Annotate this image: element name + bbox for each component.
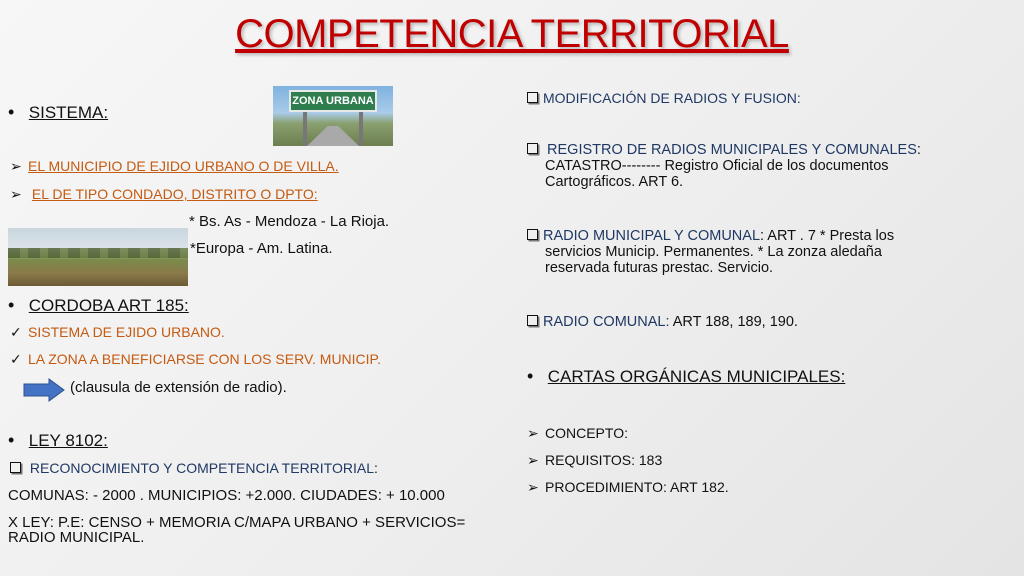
cartas-item-3-text: PROCEDIMIENTO: ART 182. [545, 479, 729, 495]
provinces-text: * Bs. As - Mendoza - La Rioja. [189, 213, 390, 230]
cartas-item-procedimiento [527, 479, 729, 496]
ley-heading: LEY 8102: [28, 431, 108, 450]
radio-municipal-line-2: servicios Municip. Permanentes. * La zonza aledaña [545, 244, 882, 260]
sistema-heading: SISTEMA: [28, 103, 109, 122]
zona-urbana-sign-image [273, 86, 393, 146]
blue-right-arrow-icon [23, 378, 65, 402]
arrowhead-bullet-icon: ➢ [10, 158, 22, 174]
countryside-field-image [8, 228, 188, 286]
check-item-2-text: LA ZONA A BENEFICIARSE CON LOS SERV. MUNICIP. [28, 351, 381, 367]
arrow-item-2-text: EL DE TIPO CONDADO, DISTRITO O DPTO: [31, 186, 318, 202]
bullet-dot-icon: • [527, 366, 544, 386]
registro-colon: : [916, 142, 921, 158]
checkmark-bullet-icon: ✓ [10, 351, 22, 367]
cordoba-heading: CORDOBA ART 185: [28, 296, 189, 315]
square-bullet-icon [527, 229, 538, 240]
cordoba-heading-row [8, 295, 189, 316]
registro-label: REGISTRO DE RADIOS MUNICIPALES Y COMUNALES [547, 142, 917, 158]
arrowhead-bullet-icon: ➢ [10, 186, 22, 202]
cartas-item-requisitos [527, 452, 662, 469]
clausula-text: (clausula de extensión de radio). [70, 379, 287, 396]
sign-post-right [359, 112, 363, 146]
sign-post-left [303, 112, 307, 146]
check-item-1-text: SISTEMA DE EJIDO URBANO. [28, 324, 225, 340]
bullet-dot-icon: • [8, 430, 25, 450]
radio-municipal-rest: : ART . 7 * Presta los [760, 228, 895, 244]
cartas-item-2-text: REQUISITOS: 183 [545, 452, 663, 468]
arrowhead-bullet-icon: ➢ [527, 425, 539, 441]
arrow-item-1-text: EL MUNICIPIO DE EJIDO URBANO O DE VILLA. [28, 158, 339, 174]
bullet-dot-icon: • [8, 102, 25, 122]
checkmark-bullet-icon: ✓ [10, 324, 22, 340]
ley-item-row [10, 460, 378, 476]
radio-comunal-rest: ART 188, 189, 190. [669, 314, 798, 330]
cartas-item-concepto [527, 425, 628, 442]
tree-line [8, 248, 188, 258]
square-bullet-icon [527, 143, 538, 154]
radio-municipal-row [527, 228, 894, 244]
xley-line-2: RADIO MUNICIPAL. [8, 529, 145, 546]
registro-line-2: CATASTRO-------- Registro Oficial de los documentos [545, 158, 889, 174]
radio-municipal-line-3: reservada futuras prestac. Servicio. [545, 260, 774, 276]
ley-heading-row [8, 430, 108, 451]
radio-municipal-label: RADIO MUNICIPAL Y COMUNAL [543, 228, 761, 244]
slide-title: COMPETENCIA TERRITORIAL [235, 12, 789, 56]
square-bullet-icon [527, 315, 538, 326]
modificacion-row [527, 90, 801, 106]
sistema-heading-row [8, 102, 108, 123]
ley-item-colon: : [374, 460, 378, 476]
check-item-zona [10, 351, 381, 368]
cartas-heading: CARTAS ORGÁNICAS MUNICIPALES: [547, 367, 846, 386]
arrowhead-bullet-icon: ➢ [527, 452, 539, 468]
radio-comunal-label: RADIO COMUNAL: [543, 314, 670, 330]
bullet-dot-icon: • [8, 295, 25, 315]
arrowhead-bullet-icon: ➢ [527, 479, 539, 495]
square-bullet-icon [10, 462, 21, 473]
cartas-item-1-text: CONCEPTO: [545, 425, 628, 441]
ley-item-text: RECONOCIMIENTO Y COMPETENCIA TERRITORIAL [29, 460, 374, 476]
road-shape [307, 126, 359, 146]
check-item-ejido [10, 324, 225, 341]
radio-comunal-row [527, 314, 798, 330]
cartas-heading-row [527, 366, 845, 387]
registro-row [527, 142, 921, 158]
registro-line-3: Cartográficos. ART 6. [545, 174, 684, 190]
regions-text: *Europa - Am. Latina. [190, 240, 333, 257]
modificacion-text: MODIFICACIÓN DE RADIOS Y FUSION: [543, 90, 801, 106]
square-bullet-icon [527, 92, 538, 103]
sign-board: ZONA URBANA [289, 90, 377, 112]
comunas-line: COMUNAS: - 2000 . MUNICIPIOS: +2.000. CIUDADES: + 10.000 [8, 487, 445, 504]
arrow-item-municipio [10, 158, 339, 175]
arrow-item-condado [10, 186, 318, 203]
xley-line-1: X LEY: P.E: CENSO + MEMORIA C/MAPA URBANO + SERVICIOS= [8, 514, 466, 531]
